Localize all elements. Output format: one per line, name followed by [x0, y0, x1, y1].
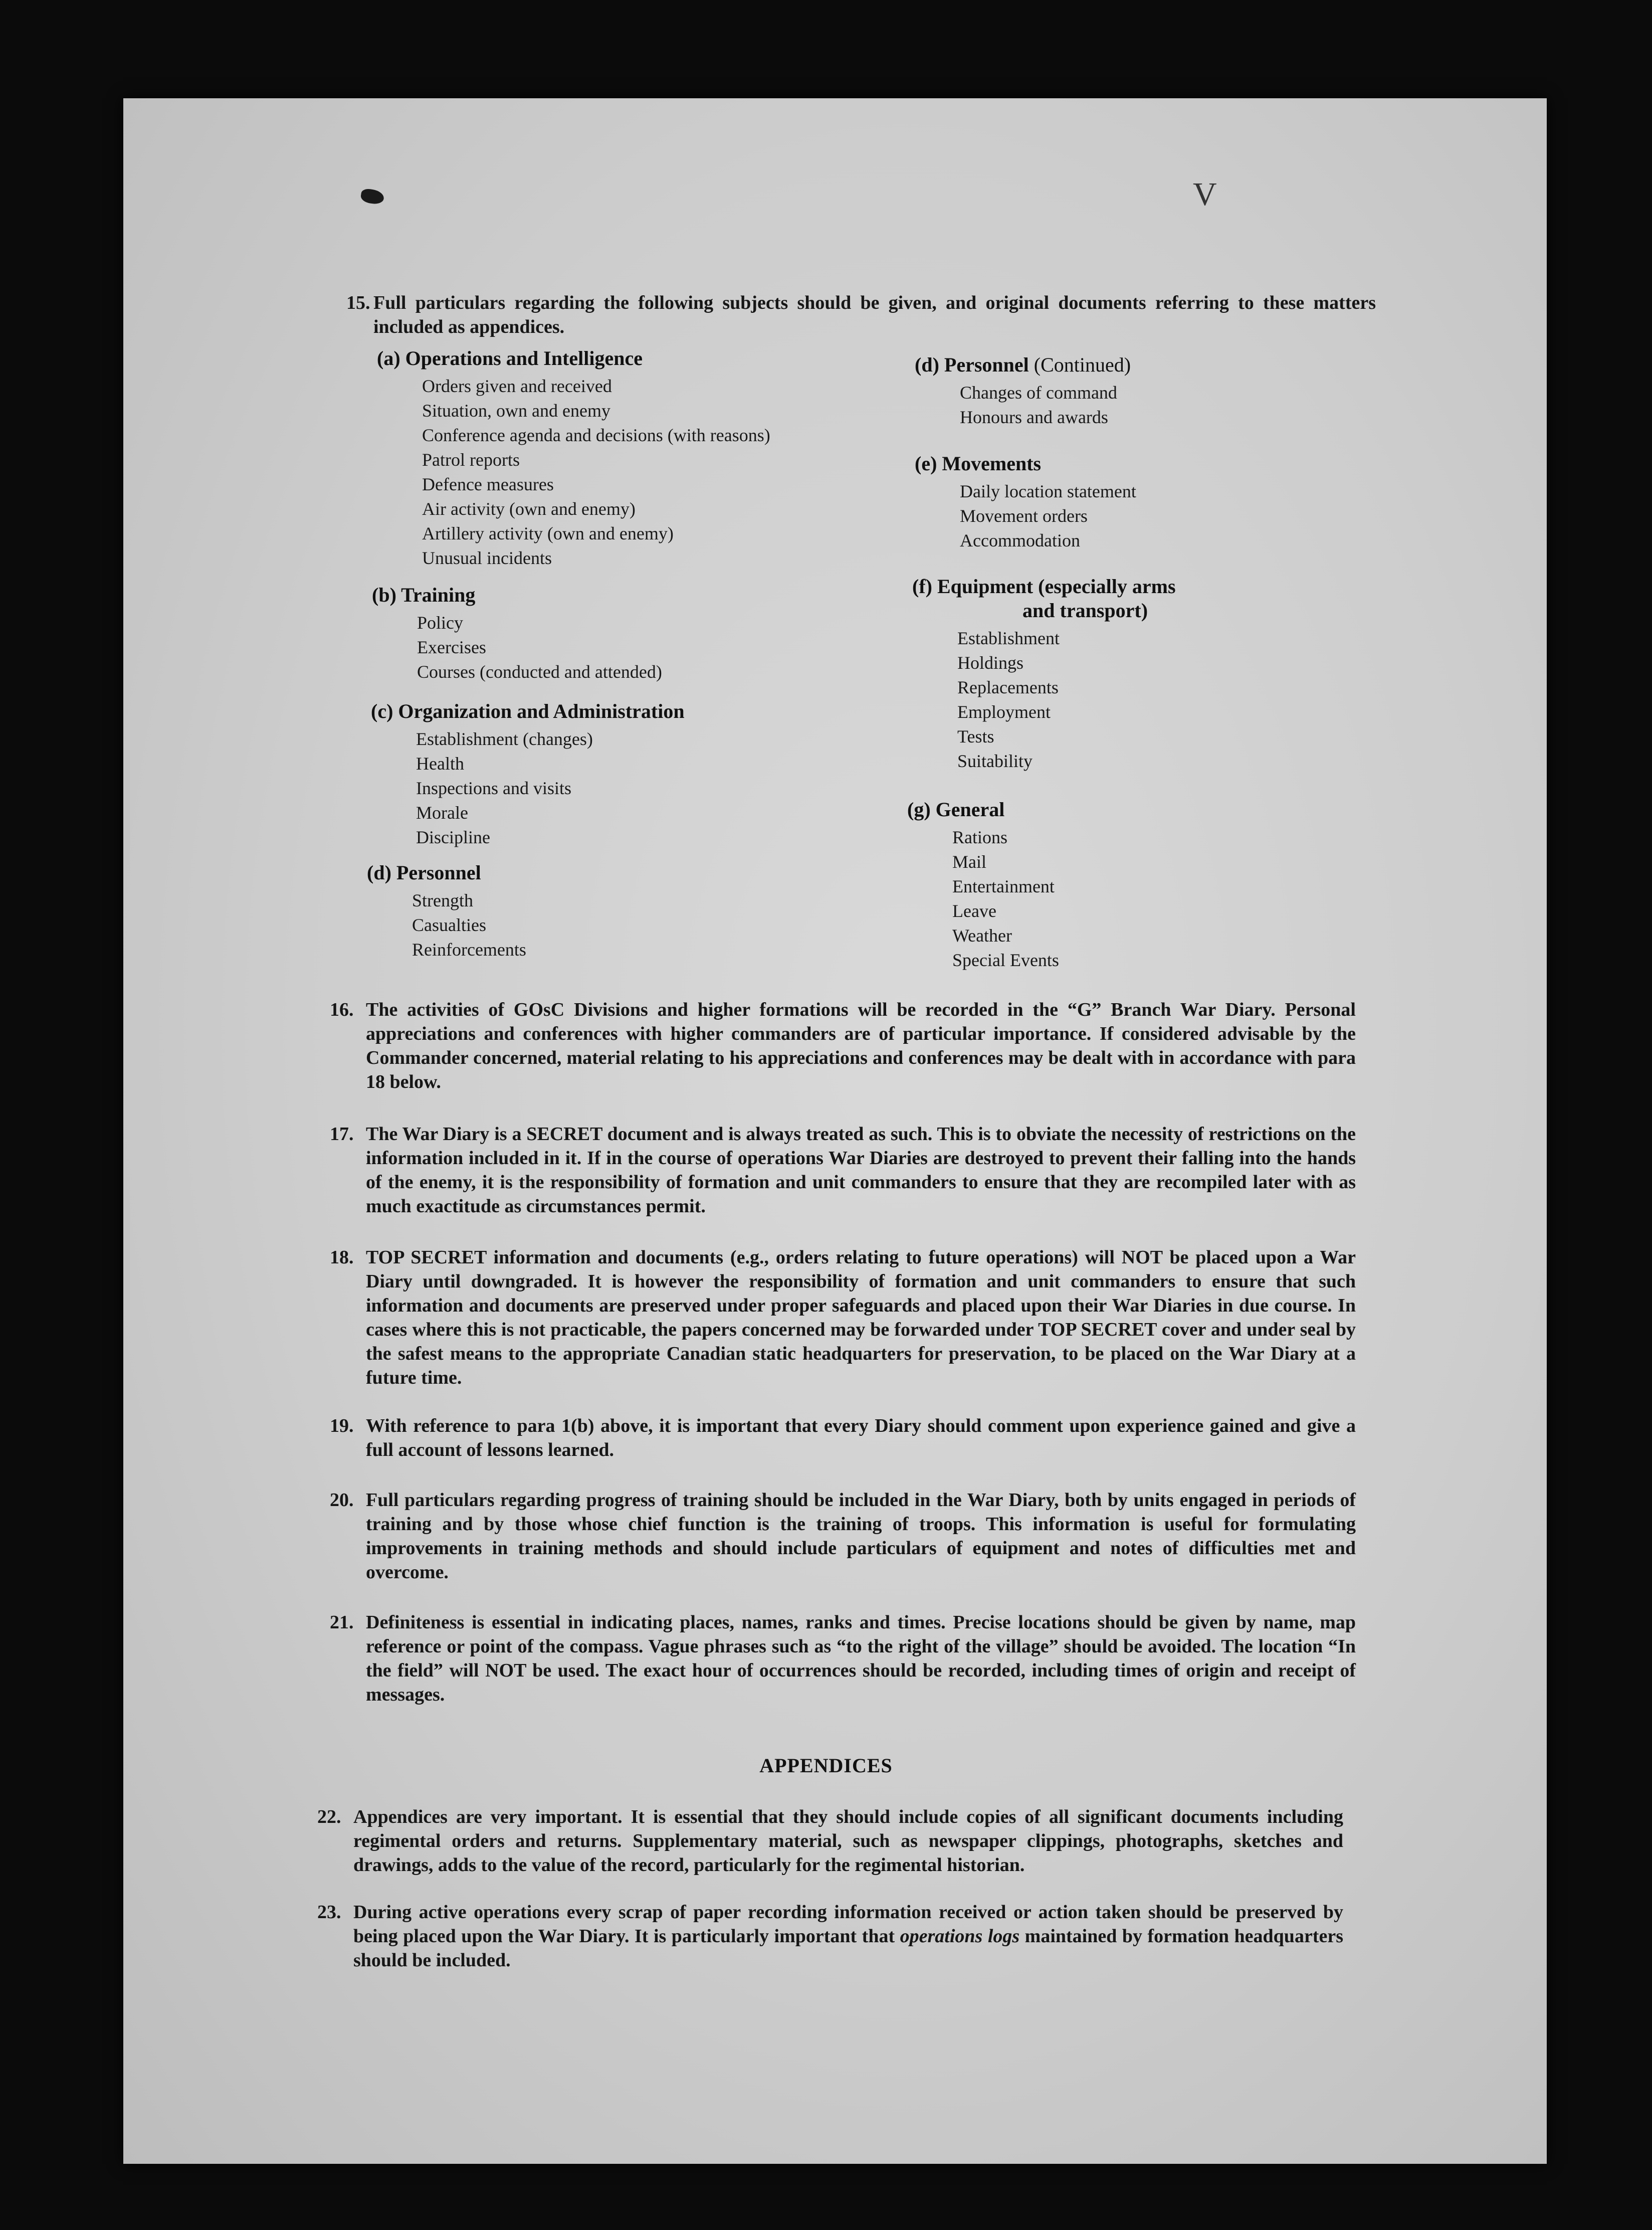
paragraph-19	[330, 1414, 1356, 1462]
subject-item: Morale	[416, 803, 468, 823]
section-label: (f)	[912, 575, 932, 598]
paragraph-18	[330, 1245, 1356, 1390]
paragraph-20	[330, 1488, 1356, 1584]
subject-item: Accommodation	[960, 530, 1080, 550]
subject-item: Movement orders	[960, 506, 1088, 526]
subject-item: Leave	[952, 901, 996, 921]
paragraph-text: The activities of GOsC Divisions and higher formations will be recorded in the “G” Branch War Diary. Personal appreciations and conferences with higher commanders are of particular importance. If considered advisable by the Commander concerned, material relating to his appreciations and conferences may be dealt with in accordance with para 18 below.	[366, 999, 1356, 1092]
section-title: Movements	[942, 452, 1042, 475]
subject-item: Rations	[952, 827, 1008, 847]
subject-item: Health	[416, 754, 464, 774]
paragraph-text: Appendices are very important. It is essential that they should include copies of all significant documents including regimental orders and returns. Supplementary material, such as newspaper clippings, photographs, sketches and drawings, adds to the value of the record, particularly for the regimental historian.	[353, 1806, 1343, 1876]
section-heading	[915, 352, 1131, 378]
subject-item: Artillery activity (own and enemy)	[422, 523, 674, 543]
subject-item: Replacements	[957, 677, 1059, 697]
appendices-heading: APPENDICES	[759, 1754, 893, 1777]
subject-item: Strength	[412, 890, 473, 910]
paragraph-17	[330, 1122, 1356, 1218]
subject-item: Inspections and visits	[416, 778, 571, 798]
paragraph-number: 19.	[330, 1415, 354, 1436]
subject-item: Reinforcements	[412, 940, 526, 960]
subject-item: Situation, own and enemy	[422, 401, 610, 421]
subject-item: Discipline	[416, 827, 490, 847]
section-title: Personnel	[944, 353, 1029, 376]
subject-item: Suitability	[957, 751, 1033, 771]
paragraph-number: 17.	[330, 1124, 354, 1145]
subject-item: Courses (conducted and attended)	[417, 662, 662, 682]
paragraph-23	[317, 1900, 1343, 1972]
section-label: (c)	[371, 700, 393, 722]
section-heading	[371, 699, 685, 724]
section-title: Equipment	[937, 575, 1034, 598]
subject-item: Orders given and received	[422, 376, 612, 396]
section-heading	[372, 583, 475, 608]
paragraph-number: 20.	[330, 1490, 354, 1511]
paragraph-number: 16.	[330, 999, 354, 1020]
subject-item: Patrol reports	[422, 450, 520, 470]
section-title: General	[935, 798, 1005, 821]
section-heading	[377, 346, 643, 371]
section-title: Training	[401, 584, 476, 606]
paragraph-15	[346, 291, 1376, 339]
paragraph-text: Definiteness is essential in indicating places, names, ranks and times. Precise locations should be given by name, map reference or point of the compass. Vague phrases such as “to the right of the village” should be avoided. The location “In the field” will NOT be used. The exact hour of occurrences should be recorded, including times of origin and receipt of messages.	[366, 1612, 1356, 1705]
subject-item: Employment	[957, 702, 1051, 722]
emphasis-operations-logs: operations logs	[900, 1926, 1020, 1947]
paragraph-number: 15.	[346, 292, 370, 313]
subject-item: Exercises	[417, 637, 486, 657]
section-label: (e)	[915, 452, 937, 475]
paragraph-number: 18.	[330, 1247, 354, 1268]
section-title: Operations and Intelligence	[405, 347, 643, 369]
margin-check-mark: V	[1193, 176, 1217, 213]
paragraph-text: With reference to para 1(b) above, it is important that every Diary should comment upon experience gained and give a full account of lessons learned.	[366, 1415, 1356, 1460]
section-title: Organization and Administration	[398, 700, 685, 722]
paragraph-number: 22.	[317, 1806, 341, 1827]
section-heading	[915, 451, 1041, 476]
subject-item: Air activity (own and enemy)	[422, 499, 636, 519]
subject-item: Conference agenda and decisions (with reasons)	[422, 425, 770, 445]
subject-item: Mail	[952, 852, 986, 872]
paragraph-text: Full particulars regarding progress of training should be included in the War Diary, both by units engaged in periods of training and by those whose chief function is the training of troops. This information is useful for formulating improvements in training methods and should include particulars of equipment and notes of difficulties met and overcome.	[366, 1490, 1356, 1583]
subject-item: Casualties	[412, 915, 486, 935]
subject-item: Unusual incidents	[422, 548, 552, 568]
subject-item: Policy	[417, 613, 464, 633]
section-title-suffix: (Continued)	[1034, 353, 1131, 376]
subject-item: Entertainment	[952, 876, 1055, 896]
section-heading	[367, 860, 481, 885]
paragraph-text: The War Diary is a SECRET document and is always treated as such. This is to obviate the necessity of restrictions on the information included in it. If in the course of operations War Diaries are destroyed to prevent their falling into the hands of the enemy, it is the responsibility of formation and unit commanders to ensure that they are recompiled later with as much exactitude as circumstances permit.	[366, 1124, 1356, 1217]
subject-item: Holdings	[957, 653, 1024, 673]
paragraph-16	[330, 998, 1356, 1094]
paragraph-text: Full particulars regarding the following subjects should be given, and original documents referring to these matters included as appendices.	[373, 292, 1376, 337]
section-heading	[907, 797, 1004, 822]
subject-item: Honours and awards	[960, 407, 1108, 427]
section-title-suffix: (especially arms	[1038, 575, 1176, 598]
subject-item: Special Events	[952, 950, 1059, 970]
paragraph-number: 21.	[330, 1612, 354, 1633]
subject-item: Tests	[957, 726, 994, 747]
paragraph-22	[317, 1805, 1343, 1877]
paragraph-21	[330, 1610, 1356, 1707]
subject-item: Establishment	[957, 628, 1060, 648]
paragraph-number: 23.	[317, 1902, 341, 1923]
section-title: Personnel	[396, 861, 481, 884]
section-label: (d)	[367, 861, 391, 884]
subject-item: Weather	[952, 925, 1012, 946]
section-label: (d)	[915, 353, 939, 376]
section-label: (g)	[907, 798, 931, 821]
section-label: (a)	[377, 347, 400, 369]
subject-item: Establishment (changes)	[416, 729, 593, 749]
paragraph-text: TOP SECRET information and documents (e.g., orders relating to future operations) will NOT be placed upon a War Diary until downgraded. It is however the responsibility of formation and unit commanders to ensure that such information and documents are preserved under proper safeguards and placed upon their War Diaries in due course. In cases where this is not practicable, the papers concerned may be forwarded under TOP SECRET cover and under seal by the safest means to the appropriate Canadian static headquarters for preservation, to be placed on the War Diary at a future time.	[366, 1247, 1356, 1388]
subject-item: Defence measures	[422, 474, 554, 494]
subject-item: Changes of command	[960, 383, 1117, 403]
section-title-line2: and transport)	[1022, 599, 1148, 622]
subject-item: Daily location statement	[960, 481, 1136, 501]
section-label: (b)	[372, 584, 396, 606]
section-heading	[912, 574, 1176, 599]
paragraph-text: During active operations every scrap of paper recording information received or action taken should be preserved by being placed upon the War Diary. It is particularly important that operations logs maintained by formation headquarters should be included.	[353, 1902, 1343, 1971]
